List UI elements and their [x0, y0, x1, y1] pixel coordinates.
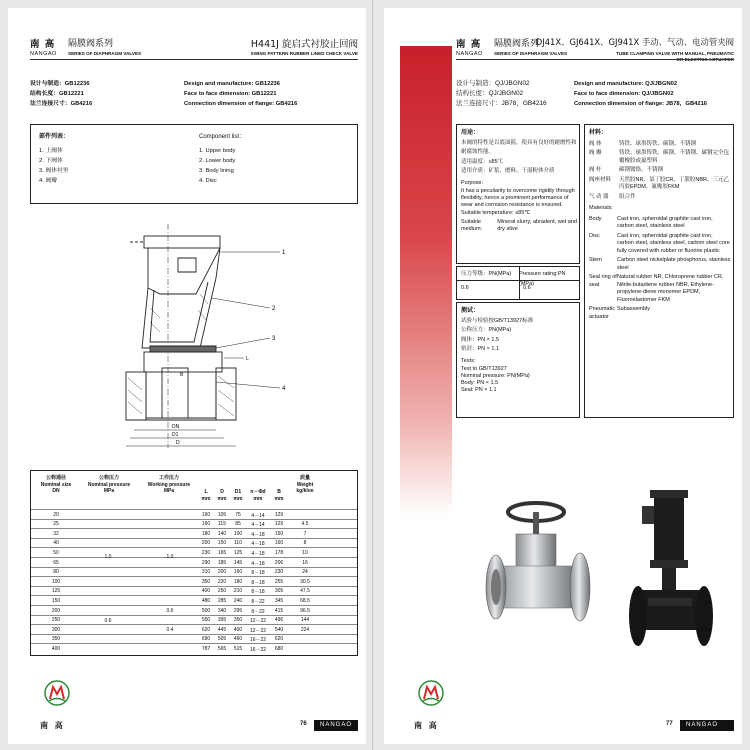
table-cell: 4－18	[251, 531, 265, 538]
table-cell: 178	[274, 549, 284, 556]
table-cell: 140	[217, 530, 227, 537]
table-cell: 100	[233, 530, 243, 537]
material-value: 铸铁、球墨铸铁、碳钢、不锈钢、碳钢完全包覆橡胶或氟塑料	[619, 150, 730, 164]
pressure-label-en: Pressure rating:PN (MPa)	[519, 271, 566, 287]
brand-name: 南 高	[456, 39, 482, 50]
test-item-cn: 密封：PN × 1.1	[461, 346, 500, 352]
pn-group-1: 1.0	[104, 554, 112, 560]
table-cell: 145	[233, 559, 243, 566]
material-key: Pneumatic actuator	[589, 306, 615, 320]
page-brand-bar: NANGAO	[680, 720, 734, 731]
use-text-cn: 本阀的特性是以底面箍，使具有良好的耐磨性和耐腐蚀性能。	[461, 139, 577, 155]
col-header-d: D mm	[217, 489, 227, 502]
table-cell: 8	[303, 540, 307, 547]
test-item-cn: 试验与检验按GB/T13927标准	[461, 317, 534, 324]
page-title-en: TUBE CLAMPING VALVE WITH MANUAL, PNEUMATIC OR ELECTRIC ACTUATOR	[616, 51, 734, 62]
nangao-logo-icon	[418, 680, 444, 706]
table-cell: 565	[217, 645, 227, 652]
pneumatic-valve-photo	[628, 486, 720, 662]
table-cell: 7	[303, 530, 307, 537]
material-key: Stem	[589, 257, 602, 263]
material-key: 阀 杆	[589, 167, 602, 173]
right-header	[456, 36, 734, 74]
col-header-d1: D1 mm	[233, 489, 243, 502]
material-row	[589, 141, 731, 149]
table-cell: 115	[218, 521, 226, 528]
dimension-table	[30, 470, 358, 656]
pn-group-2: 0.6	[104, 618, 112, 624]
book-spine	[372, 0, 373, 750]
callout-1: 1	[282, 250, 286, 256]
material-key: 阀座材料	[589, 176, 612, 183]
table-cell: 305	[274, 588, 284, 595]
dim-dn: DN	[172, 424, 180, 430]
pressure-value-2: 0.6	[523, 285, 531, 291]
table-cell: 500	[201, 607, 211, 614]
material-value: Cast iron, spheroidal graphite cast iron, carbon steel, stainless steel, carbon steel core fully covered with rubber or fluorine plastic	[617, 232, 730, 254]
material-row	[589, 233, 731, 256]
use-temp-cn: 适用温度：≤85℃	[461, 158, 504, 165]
table-cell: 230	[201, 549, 211, 556]
table-cell: 125	[51, 588, 61, 595]
material-row	[589, 194, 731, 202]
material-key: 阀 瓣	[589, 150, 602, 156]
material-row	[589, 306, 731, 321]
table-row	[31, 595, 357, 604]
standards-cn: 设计与制造：GB12236 结构长度：GB12221 法兰连接尺寸：GB4216	[30, 81, 93, 107]
header-rule	[30, 59, 358, 60]
table-cell: 85	[235, 521, 241, 528]
use-medium-cn: 适用介质：矿浆、磨料、干湿粉体介质	[461, 168, 555, 174]
table-cell: 680	[274, 645, 284, 652]
table-cell: 250	[51, 617, 61, 624]
table-cell: 460	[233, 636, 243, 643]
table-cell: 185	[217, 559, 227, 566]
table-cell: 150	[51, 597, 61, 604]
material-row	[589, 177, 731, 192]
material-key: Disc	[589, 232, 600, 239]
col-header-b: B mm	[274, 489, 284, 502]
table-cell: 230	[274, 569, 284, 576]
table-cell: 415	[274, 607, 284, 614]
table-cell: 8－18	[251, 589, 265, 596]
table-row	[31, 547, 357, 556]
test-item-en: Nominal pressure: PN(MPa)	[461, 373, 530, 379]
table-cell: 210	[233, 588, 243, 595]
purpose-temp: Suitable temperature: ≤85℃	[461, 210, 531, 216]
brand-name-en: NANGAO	[456, 51, 483, 57]
purpose-medium-label: Suitable medium:	[461, 218, 483, 232]
table-cell: 395	[217, 617, 227, 624]
parts-list-cn: 部件列表： 1. 上阀体 2. 下阀体 3. 阀体衬里 4. 阀瓣	[39, 134, 70, 184]
wp-group-2: 0.4	[166, 627, 174, 633]
table-row	[31, 567, 357, 576]
material-value: 碳钢镀铬、不锈钢	[619, 167, 664, 173]
table-cell: 620	[201, 626, 211, 633]
dim-d: D	[176, 440, 180, 446]
table-cell: 160	[201, 511, 211, 518]
footer-brand: 南 高	[414, 721, 439, 730]
table-cell: 400	[201, 588, 211, 595]
nangao-logo-icon	[44, 680, 70, 706]
page-number: 76	[300, 721, 307, 727]
table-cell: 200	[51, 607, 61, 614]
material-value: Natural rubber NR, Chloroprene rubber CR, Nitrile-butadiene rubber NBR, Ethylene-propylene-diene monomer EPDM, Fluoroelastomer FKM	[617, 274, 724, 303]
table-row	[31, 519, 357, 528]
table-cell: 240	[233, 597, 243, 604]
material-value: 天然胶NR、氯丁胶CR、丁腈胶NBR、三元乙丙胶EPDM、氟橡胶FKM	[619, 176, 730, 190]
table-cell: 310	[201, 569, 211, 576]
table-cell: 75	[235, 511, 241, 518]
table-cell: 4－18	[251, 541, 265, 548]
test-title-en: Tests:	[461, 357, 476, 364]
table-cell: 8－18	[251, 579, 265, 586]
footer-brand: 南 高	[40, 721, 65, 730]
table-cell: 40	[53, 540, 59, 547]
table-cell: 4－18	[251, 550, 265, 557]
table-cell: 220	[217, 578, 227, 585]
table-row	[31, 624, 357, 633]
table-row	[31, 509, 357, 518]
table-cell: 350	[233, 617, 243, 624]
table-row	[31, 576, 357, 585]
col-header-pn: 公称压力 Nominal pressure MPa	[87, 475, 131, 494]
table-cell: 25	[53, 521, 59, 528]
series-name-en: SERIES OF DIAPHRAGM VALVES	[68, 51, 142, 56]
standards-en: Design and manufacture: GB12236 Face to face dimension: GB12221 Connection dimension of flange: GB4216	[184, 81, 298, 107]
table-cell: 540	[274, 626, 284, 633]
col-header-wp: 工作压力 Working pressure MPa	[147, 475, 191, 494]
table-cell: 515	[233, 645, 243, 652]
header-rule	[456, 59, 734, 60]
material-key: 气 动 器	[589, 193, 609, 200]
table-cell: 400	[233, 626, 243, 633]
table-cell: 0.6	[166, 607, 174, 614]
table-cell: 224	[300, 626, 310, 633]
test-item-en: Body: PN × 1.5	[461, 380, 499, 386]
purpose-box	[456, 124, 580, 264]
table-cell: 787	[201, 645, 211, 652]
table-cell: 24	[302, 569, 308, 576]
table-cell: 180	[233, 578, 243, 585]
material-key: Seal ring of seat	[589, 274, 617, 288]
table-row	[31, 605, 357, 614]
table-cell: 200	[201, 540, 211, 547]
table-cell: 620	[274, 636, 284, 643]
series-name: 隔膜阀系列	[494, 39, 540, 49]
purpose-medium: Mineral slurry, abradent, wet and dry stive	[497, 218, 577, 232]
table-cell: 206	[274, 559, 284, 566]
table-cell: 129	[274, 521, 284, 528]
test-item-en: Seal: PN × 1.1	[461, 387, 497, 393]
table-cell: 150	[217, 540, 227, 547]
table-cell: 496	[274, 617, 284, 624]
table-cell: 50	[53, 549, 59, 556]
standards-cn: 设计与制造：QJ/JBGN02 结构长度：QJ/JBGN02 法兰连接尺寸：JB78，GB4216	[456, 80, 547, 107]
table-cell: 16－22	[249, 637, 267, 644]
callout-4: 4	[282, 386, 286, 392]
table-row	[31, 634, 357, 643]
table-cell: 125	[233, 549, 243, 556]
table-cell: 255	[274, 578, 284, 585]
table-cell: 160	[201, 521, 211, 528]
parts-list-en: Component list： 1. Upper body 2. Lower body 3. Body lining 4. Disc	[199, 134, 246, 184]
table-cell: 20	[53, 511, 59, 518]
table-cell: 68.5	[300, 597, 310, 604]
purpose-title: Purpose:	[461, 179, 484, 186]
table-cell: 295	[233, 607, 243, 614]
table-cell: 100	[51, 578, 61, 585]
table-row	[31, 557, 357, 566]
tests-box	[456, 302, 580, 418]
material-value: Subassembly	[617, 306, 651, 312]
pressure-label-cn: 压力等级：PN(MPa)	[461, 271, 512, 277]
dim-b: B	[180, 372, 184, 378]
use-title-cn: 用途：	[461, 130, 480, 136]
series-name: 隔膜阀系列	[68, 39, 114, 49]
col-header-l: L mm	[201, 489, 211, 502]
page-title: H441J 旋启式衬胶止回阀	[250, 39, 358, 50]
test-item-cn: 公称压力：PN(MPa)	[461, 327, 512, 333]
left-page	[8, 8, 366, 744]
table-cell: 400	[51, 645, 61, 652]
table-cell: 690	[201, 636, 211, 643]
table-cell: 345	[274, 597, 284, 604]
standards-en: Design and manufacture: QJ/JBGN02 Face to face dimension: QJ/JBGN02 Connection dimension of flange: JB78，GB4216	[574, 81, 708, 107]
manual-valve-photo	[484, 496, 592, 646]
dim-l: L	[246, 356, 249, 362]
page-brand-bar: NANGAO	[314, 720, 358, 731]
table-cell: 8－18	[251, 570, 265, 577]
material-value: Carbon steel nickelplate phosphorus, stainless steel	[617, 257, 731, 271]
table-row	[31, 643, 357, 652]
material-row	[589, 216, 731, 231]
page-title-en: SWING PATTERN RUBBER LINED CHECK VALVE	[250, 51, 358, 56]
col-header-dn: 公称通径 Nominal size DN	[40, 475, 72, 494]
test-item-en: Test to GB/T13927	[461, 366, 507, 372]
table-cell: 4.5	[301, 521, 309, 528]
dim-d1: D1	[172, 432, 179, 438]
wp-group-1: 1.0	[166, 554, 174, 560]
table-cell: 30.5	[300, 578, 310, 585]
table-cell: 180	[201, 530, 211, 537]
table-cell: 505	[217, 636, 227, 643]
brand-name: 南 高	[30, 39, 56, 50]
table-cell: 47.5	[300, 588, 310, 595]
table-cell: 12－22	[249, 627, 267, 634]
material-key: 阀 体	[589, 140, 602, 147]
test-item-cn: 阀体：PN × 1.5	[461, 336, 500, 343]
material-row	[589, 274, 731, 304]
table-cell: 129	[274, 511, 284, 518]
table-cell: 150	[274, 530, 284, 537]
table-cell: 144	[300, 617, 310, 624]
table-cell: 350	[201, 578, 211, 585]
test-title-cn: 测试：	[461, 308, 480, 314]
material-value: 组合件	[619, 193, 636, 200]
table-row	[31, 586, 357, 595]
materials-box	[584, 124, 734, 418]
table-row	[31, 615, 357, 624]
page-number: 77	[666, 721, 673, 727]
material-row	[589, 167, 731, 175]
table-row	[31, 528, 357, 537]
table-cell: 80	[53, 569, 59, 576]
left-header	[30, 36, 358, 74]
valve-section-drawing	[120, 218, 310, 456]
parts-list-box	[30, 124, 358, 204]
brand-name-en: NANGAO	[30, 51, 57, 57]
table-cell: 32	[53, 530, 59, 537]
pressure-box	[456, 266, 580, 300]
table-cell: 550	[201, 617, 211, 624]
right-page	[384, 8, 742, 744]
table-cell: 96.5	[300, 607, 310, 614]
material-row	[589, 150, 731, 165]
table-cell: 445	[217, 626, 227, 633]
table-cell: 250	[217, 588, 227, 595]
series-name-en: SERIES OF DIAPHRAGM VALVES	[494, 51, 568, 56]
col-header-weight: 质量 Weight kg/kloe	[296, 475, 314, 494]
table-cell: 350	[51, 636, 61, 643]
table-cell: 290	[201, 559, 211, 566]
table-cell: 340	[217, 607, 227, 614]
table-cell: 160	[274, 540, 284, 547]
table-cell: 12－22	[249, 618, 267, 625]
table-row	[31, 538, 357, 547]
table-cell: 110	[234, 540, 242, 547]
table-cell: 200	[217, 569, 227, 576]
table-cell: 160	[233, 569, 243, 576]
callout-3: 3	[272, 336, 276, 342]
page-title: DJ41X、GJ641X、GJ941X 手动、气动、电动管夹阀	[535, 37, 734, 47]
callout-2: 2	[272, 306, 276, 312]
material-value: 铸铁、球墨铸铁、碳钢、不锈钢	[619, 140, 697, 147]
table-cell: 4－18	[251, 560, 265, 567]
table-cell: 4－14	[251, 512, 265, 519]
table-cell: 165	[217, 549, 227, 556]
red-accent-bar	[400, 46, 452, 516]
materials-title-cn: 材料：	[589, 130, 608, 136]
material-key: Body	[589, 215, 602, 222]
table-cell: 65	[53, 559, 59, 566]
table-cell: 300	[51, 626, 61, 633]
table-cell: 8－22	[251, 608, 265, 615]
table-cell: 8－22	[251, 598, 265, 605]
pressure-value-1: 0.6	[461, 285, 469, 291]
table-cell: 16	[302, 559, 308, 566]
table-cell: 105	[217, 511, 227, 518]
col-header-nd: n－Φd mm	[250, 489, 266, 502]
table-cell: 285	[217, 597, 227, 604]
table-cell: 10	[302, 549, 308, 556]
table-cell: 16－22	[249, 646, 267, 653]
material-row	[589, 257, 731, 272]
material-value: Cast iron, spheroidal graphite cast iron, carbon steel, stainless steel	[617, 215, 713, 229]
materials-title-en: Materials:	[589, 205, 613, 211]
table-cell: 4－14	[251, 522, 265, 529]
table-cell: 480	[201, 597, 211, 604]
purpose-text: It has a peculiarity to overcome rigidity through flexibility, hence a prominent performance of wear and corrosion resistance is ensured.	[461, 188, 575, 208]
